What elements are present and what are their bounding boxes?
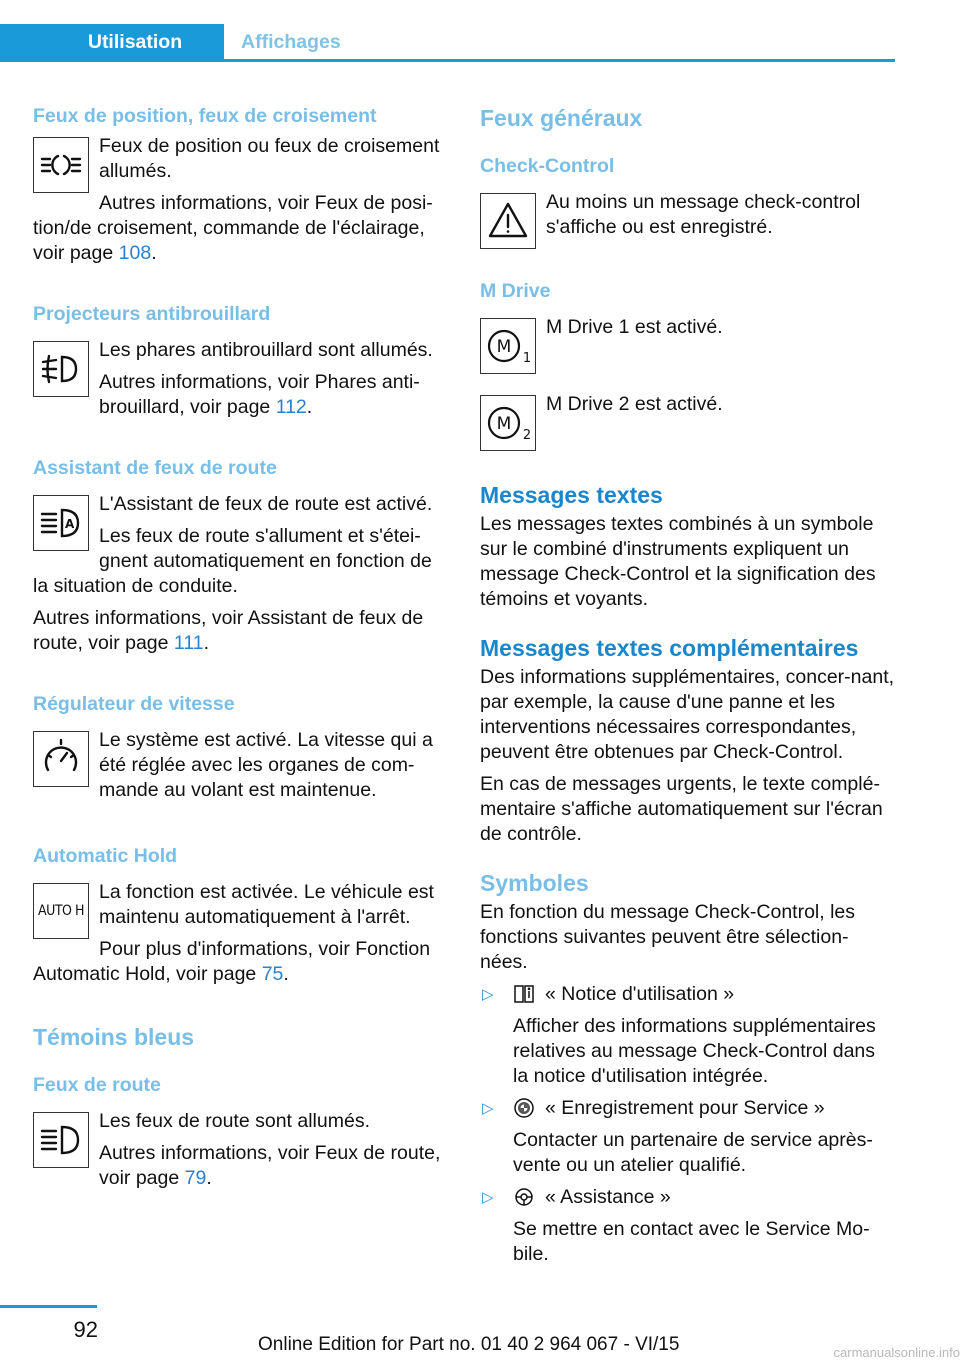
- m-drive-1-icon: [480, 318, 536, 374]
- list-item: [480, 1185, 895, 1267]
- fog-desc: Les phares antibrouillard sont allumés.: [99, 339, 433, 361]
- auto-hold-icon: [33, 883, 89, 939]
- symbols-body: En fonction du message Check-Control, les fonctions suivantes peuvent être sélection-nées.: [480, 901, 856, 973]
- assistance-icon: [513, 1187, 535, 1207]
- footer-rule: [0, 1305, 97, 1308]
- list-item: [480, 982, 895, 1089]
- fog-light-icon: [33, 341, 89, 397]
- svg-text:M: M: [496, 337, 512, 357]
- m-drive-1-digit: 1: [522, 351, 532, 366]
- heading-high-beam-assist: Assistant de feux de route: [33, 457, 277, 479]
- warning-triangle-icon: [480, 193, 536, 249]
- symbols-list: [480, 982, 895, 1267]
- check-control-desc: Au moins un message check-control s'affiche ou est enregistré.: [546, 191, 861, 238]
- link-page-112[interactable]: 112: [275, 396, 307, 418]
- symbol-label-assistance[interactable]: « Assistance »: [545, 1186, 671, 1208]
- left-column: [33, 104, 449, 1191]
- symbol-desc-service: Contacter un partenaire de service après-vente ou un atelier qualifié.: [513, 1129, 873, 1176]
- symbol-desc-manual: Afficher des informations supplémentaires relatives au message Check-Control dans la notice d'utilisation intégrée.: [513, 1015, 876, 1087]
- link-page-108[interactable]: 108: [118, 242, 152, 264]
- high-beam-assist-more-a: Les feux de route s'allument et s'étei-gnent automatiquement en fonction de: [99, 525, 432, 572]
- high-beam-more: Autres informations, voir Feux de route, voir page: [99, 1142, 441, 1189]
- auto-hold-icon-text: AUTO H: [38, 902, 84, 919]
- link-page-79[interactable]: 79: [184, 1167, 207, 1189]
- heading-symbols: Symboles: [480, 870, 589, 896]
- entry-cruise-control: [33, 728, 449, 808]
- header-tabs: [0, 24, 895, 62]
- fog-more: Autres informations, voir Phares anti-brouillard, voir page: [99, 371, 420, 418]
- m-drive-2-digit: 2: [522, 428, 532, 443]
- bmw-service-icon: [513, 1098, 535, 1118]
- manual-book-icon: [513, 984, 535, 1004]
- heading-blue-indicators: Témoins bleus: [33, 1024, 195, 1050]
- heading-automatic-hold: Automatic Hold: [33, 845, 178, 867]
- entry-automatic-hold: AUTO H La fonction est activée. Le véhicule est maintenu automatiquement à l'arrêt. Pour plus d'informations, voir Fonction Automatic Hold, voir page 75.: [33, 880, 449, 987]
- heading-m-drive: M Drive: [480, 280, 551, 302]
- symbol-label-manual[interactable]: « Notice d'utilisation »: [545, 983, 735, 1005]
- heading-general-lights: Feux généraux: [480, 105, 643, 131]
- bullet-triangle-icon: ▷: [482, 1100, 494, 1117]
- entry-fog-lights: Les phares antibrouillard sont allumés. Autres informations, voir Phares anti-brouillard, voir page 112.: [33, 338, 449, 420]
- auto-hold-desc: La fonction est activée. Le véhicule est maintenu automatiquement à l'arrêt.: [99, 881, 434, 928]
- auto-hold-more-b: Automatic Hold, voir page: [33, 963, 262, 985]
- symbol-label-service[interactable]: « Enregistrement pour Service »: [545, 1097, 825, 1119]
- heading-high-beam: Feux de route: [33, 1074, 161, 1096]
- link-page-75[interactable]: 75: [261, 963, 284, 985]
- high-beam-assist-icon: [33, 495, 89, 551]
- edition-text: Online Edition for Part no. 01 40 2 964 067 - VI/15: [258, 1334, 680, 1355]
- position-more-a: Autres informations, voir Feux de posi-: [99, 192, 433, 214]
- cruise-control-icon: [33, 731, 89, 787]
- m-drive-2-icon: [480, 395, 536, 451]
- entry-high-beam: Les feux de route sont allumés. Autres informations, voir Feux de route, voir page 79.: [33, 1109, 449, 1191]
- high-beam-icon: [33, 1112, 89, 1168]
- link-page-111[interactable]: 111: [173, 632, 204, 654]
- heading-complementary-messages: Messages textes complémentaires: [480, 635, 859, 661]
- entry-position-lights: Feux de position ou feux de croisement allumés. Autres informations, voir Feux de posi- tion/de croisement, commande de l'éclairage, voir page 108.: [33, 134, 449, 266]
- entry-m-drive-2: [480, 392, 895, 452]
- entry-check-control: [480, 190, 895, 250]
- svg-text:A: A: [65, 517, 75, 531]
- heading-cruise-control: Régulateur de vitesse: [33, 693, 235, 715]
- position-more-b: tion/de croisement, commande de l'éclairage, voir page: [33, 217, 425, 264]
- list-item: [480, 1096, 895, 1178]
- entry-m-drive-1: [480, 315, 895, 375]
- complementary-body-1: Des informations supplémentaires, concer-nant, par exemple, la cause d'une panne et les interventions nécessaires correspondantes, peuvent être obtenues par Check-Control.: [480, 666, 895, 763]
- high-beam-desc: Les feux de route sont allumés.: [99, 1110, 370, 1132]
- m-drive-2-desc: M Drive 2 est activé.: [546, 393, 723, 415]
- high-beam-assist-ref: Autres informations, voir Assistant de feux de route, voir page: [33, 607, 424, 654]
- tab-utilisation[interactable]: Utilisation: [0, 24, 224, 59]
- heading-fog-lights: Projecteurs antibrouillard: [33, 303, 271, 325]
- position-desc: Feux de position ou feux de croisement allumés.: [99, 135, 440, 182]
- svg-text:M: M: [496, 414, 512, 434]
- heading-text-messages: Messages textes: [480, 482, 663, 508]
- bullet-triangle-icon: ▷: [482, 986, 494, 1003]
- heading-position-lights: Feux de position, feux de croisement: [33, 105, 377, 127]
- high-beam-assist-more-b: la situation de conduite.: [33, 575, 238, 597]
- watermark: carmanualsonline.info: [833, 1345, 960, 1360]
- cruise-desc: Le système est activé. La vitesse qui a été réglée avec les organes de com-mande au volant est maintenue.: [99, 729, 433, 801]
- tab-affichages[interactable]: Affichages: [241, 31, 341, 53]
- entry-high-beam-assist: A L'Assistant de feux de route est activé. Les feux de route s'allument et s'étei-gnent automatiquement en fonction de la situation de conduite. Autres informations, voir Assistant de feux de route, voir page 111.: [33, 492, 449, 656]
- m-drive-1-desc: M Drive 1 est activé.: [546, 316, 723, 338]
- text-messages-body: Les messages textes combinés à un symbole sur le combiné d'instruments expliquent un message Check-Control et la signification des témoins et voyants.: [480, 513, 876, 610]
- symbol-desc-assistance: Se mettre en contact avec le Service Mo-bile.: [513, 1218, 870, 1265]
- page-number: 92: [73, 1317, 98, 1342]
- parking-light-icon: [33, 137, 89, 193]
- heading-check-control: Check-Control: [480, 155, 615, 177]
- right-column: [480, 104, 895, 1267]
- high-beam-assist-desc: L'Assistant de feux de route est activé.: [99, 493, 433, 515]
- complementary-body-2: En cas de messages urgents, le texte complé-mentaire s'affiche automatiquement sur l'écran de contrôle.: [480, 773, 883, 845]
- auto-hold-more-a: Pour plus d'informations, voir Fonction: [99, 938, 431, 960]
- bullet-triangle-icon: ▷: [482, 1189, 494, 1206]
